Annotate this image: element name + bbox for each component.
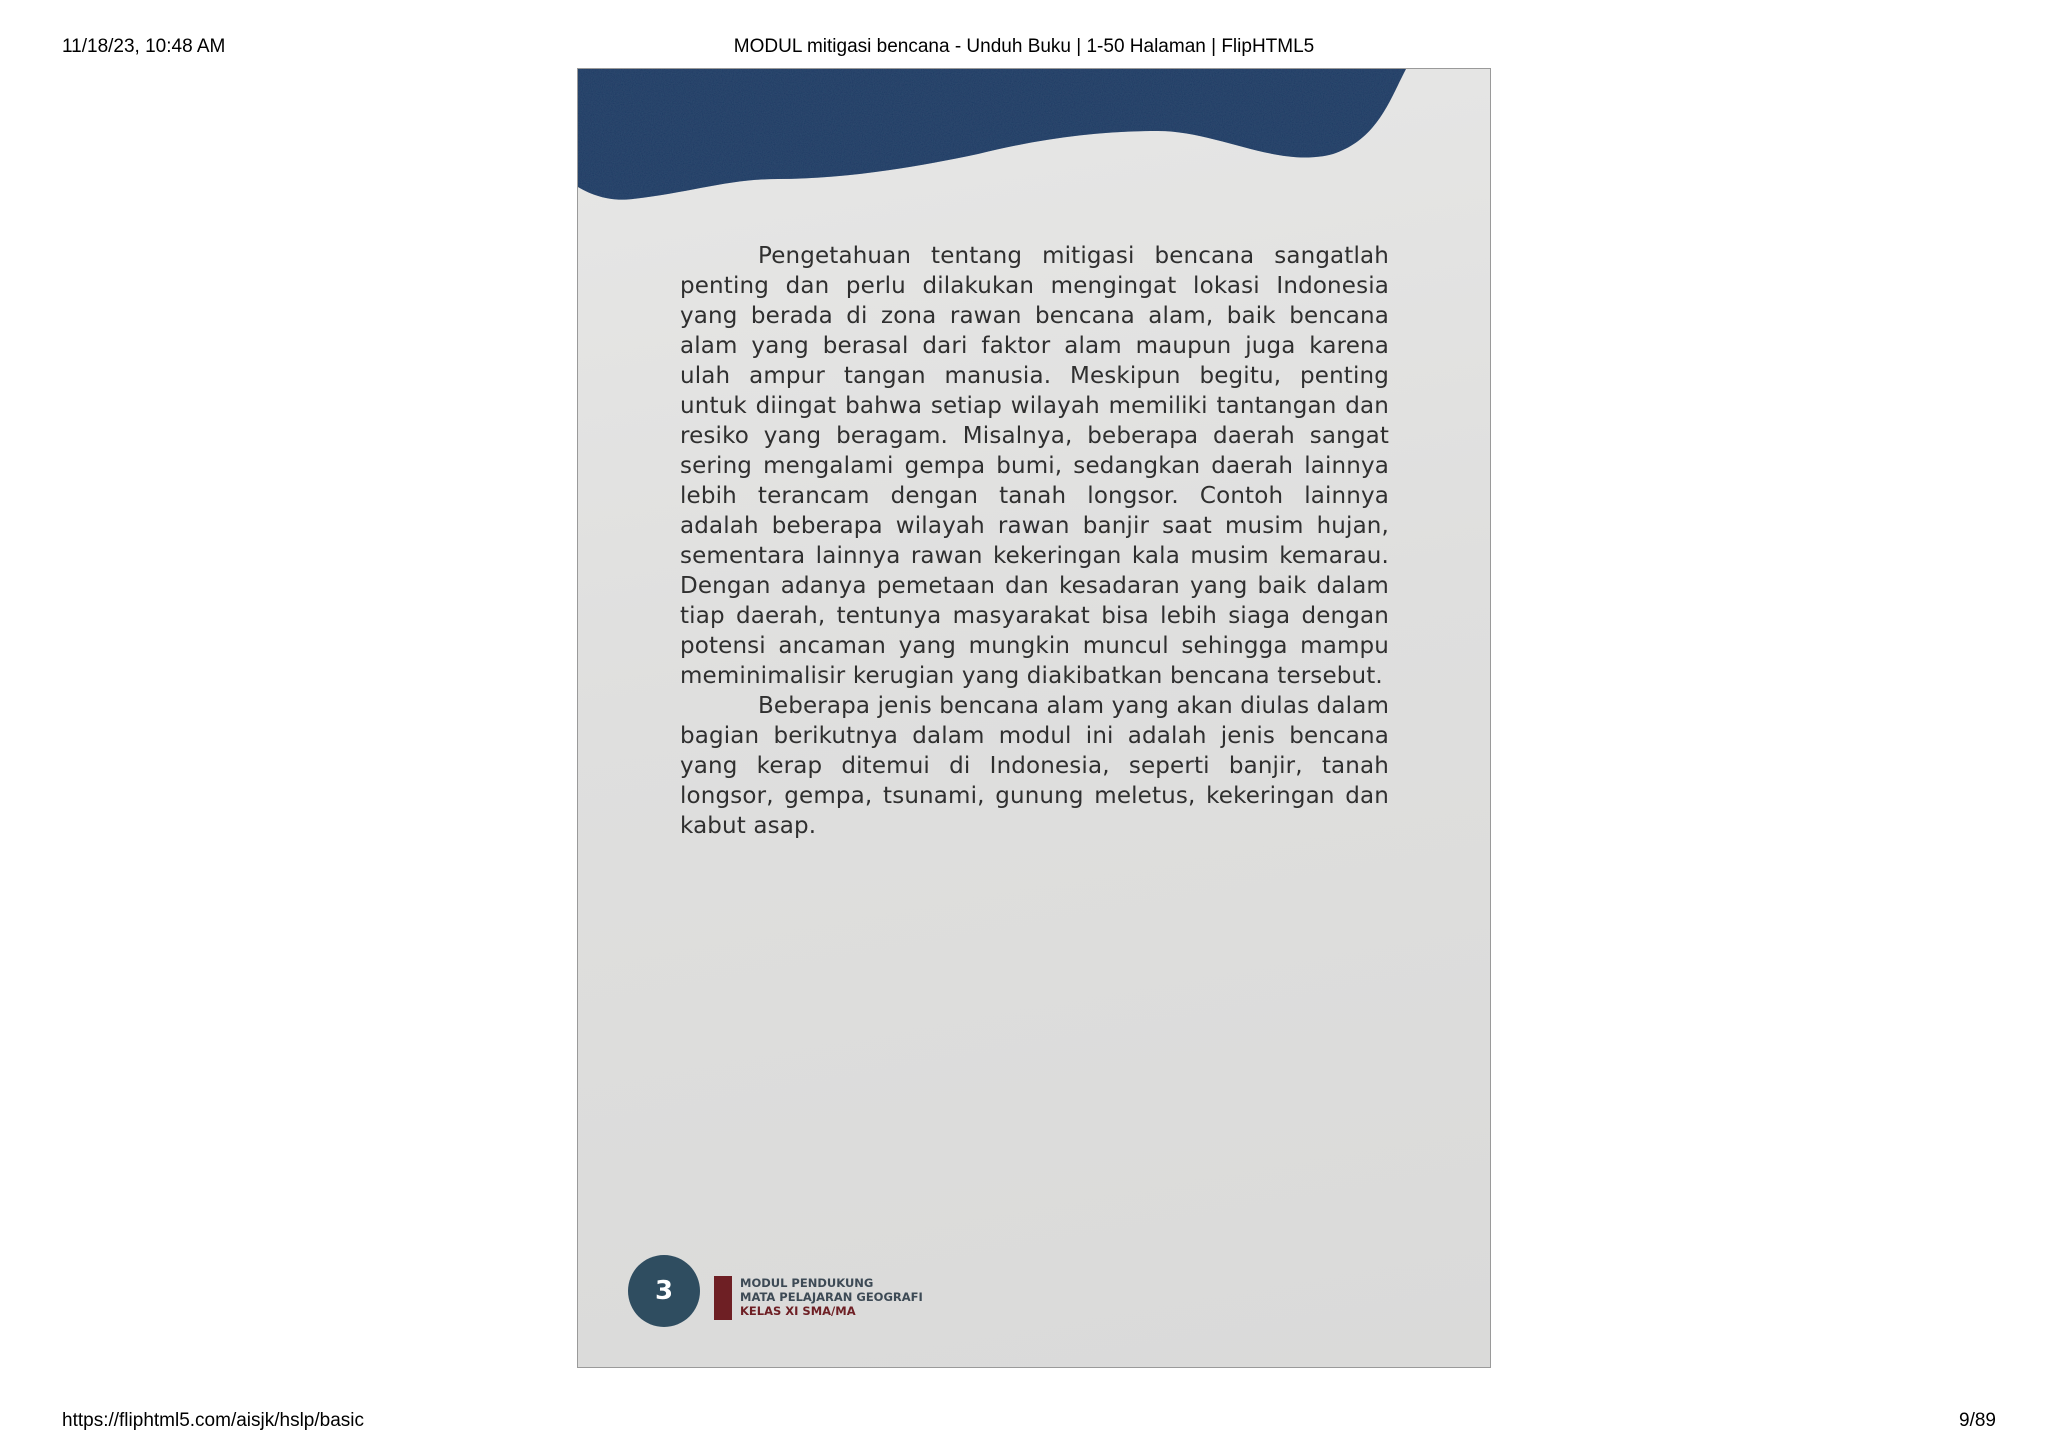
module-caption-line-2: MATA PELAJARAN GEOGRAFI — [740, 1290, 923, 1304]
body-text — [680, 241, 1389, 841]
paragraph-2: Beberapa jenis bencana alam yang akan diulas dalam bagian berikutnya dalam modul ini adalah jenis bencana yang kerap ditemui di Indonesia, seperti banjir, tanah longsor, gempa, tsunami, gunung meletus, kekeringan dan kabut asap. — [680, 693, 1389, 839]
page-number-badge: 3 — [628, 1255, 700, 1327]
book-page — [577, 68, 1491, 1368]
print-footer-page-counter: 9/89 — [1959, 1410, 1996, 1431]
module-caption-line-1: MODUL PENDUKUNG — [740, 1276, 874, 1290]
module-caption — [740, 1276, 923, 1318]
print-header-datetime: 11/18/23, 10:48 AM — [62, 36, 226, 57]
print-footer-url: https://fliphtml5.com/aisjk/hslp/basic — [62, 1410, 365, 1431]
paragraph-1: Pengetahuan tentang mitigasi bencana sangatlah penting dan perlu dilakukan mengingat lokasi Indonesia yang berada di zona rawan bencana alam, baik bencana alam yang berasal dari faktor alam maupun juga karena ulah ampur tangan manusia. Meskipun begitu, penting untuk diingat bahwa setiap wilayah memiliki tantangan dan resiko yang beragam. Misalnya, beberapa daerah sangat sering mengalami gempa bumi, sedangkan daerah lainnya lebih terancam dengan tanah longsor. Contoh lainnya adalah beberapa wilayah rawan banjir saat musim hujan, sementara lainnya rawan kekeringan kala musim kemarau. Dengan adanya pemetaan dan kesadaran yang baik dalam tiap daerah, tentunya masyarakat bisa lebih siaga dengan potensi ancaman yang mungkin muncul sehingga mampu meminimalisir kerugian yang diakibatkan bencana tersebut. — [680, 243, 1389, 689]
module-caption-line-3: KELAS XI SMA/MA — [740, 1304, 856, 1318]
wave-banner — [578, 69, 1491, 209]
print-header-title: MODUL mitigasi bencana - Unduh Buku | 1-50 Halaman | FlipHTML5 — [733, 36, 1315, 57]
wave-shape — [578, 69, 1406, 200]
footer-accent-bar — [714, 1276, 732, 1320]
